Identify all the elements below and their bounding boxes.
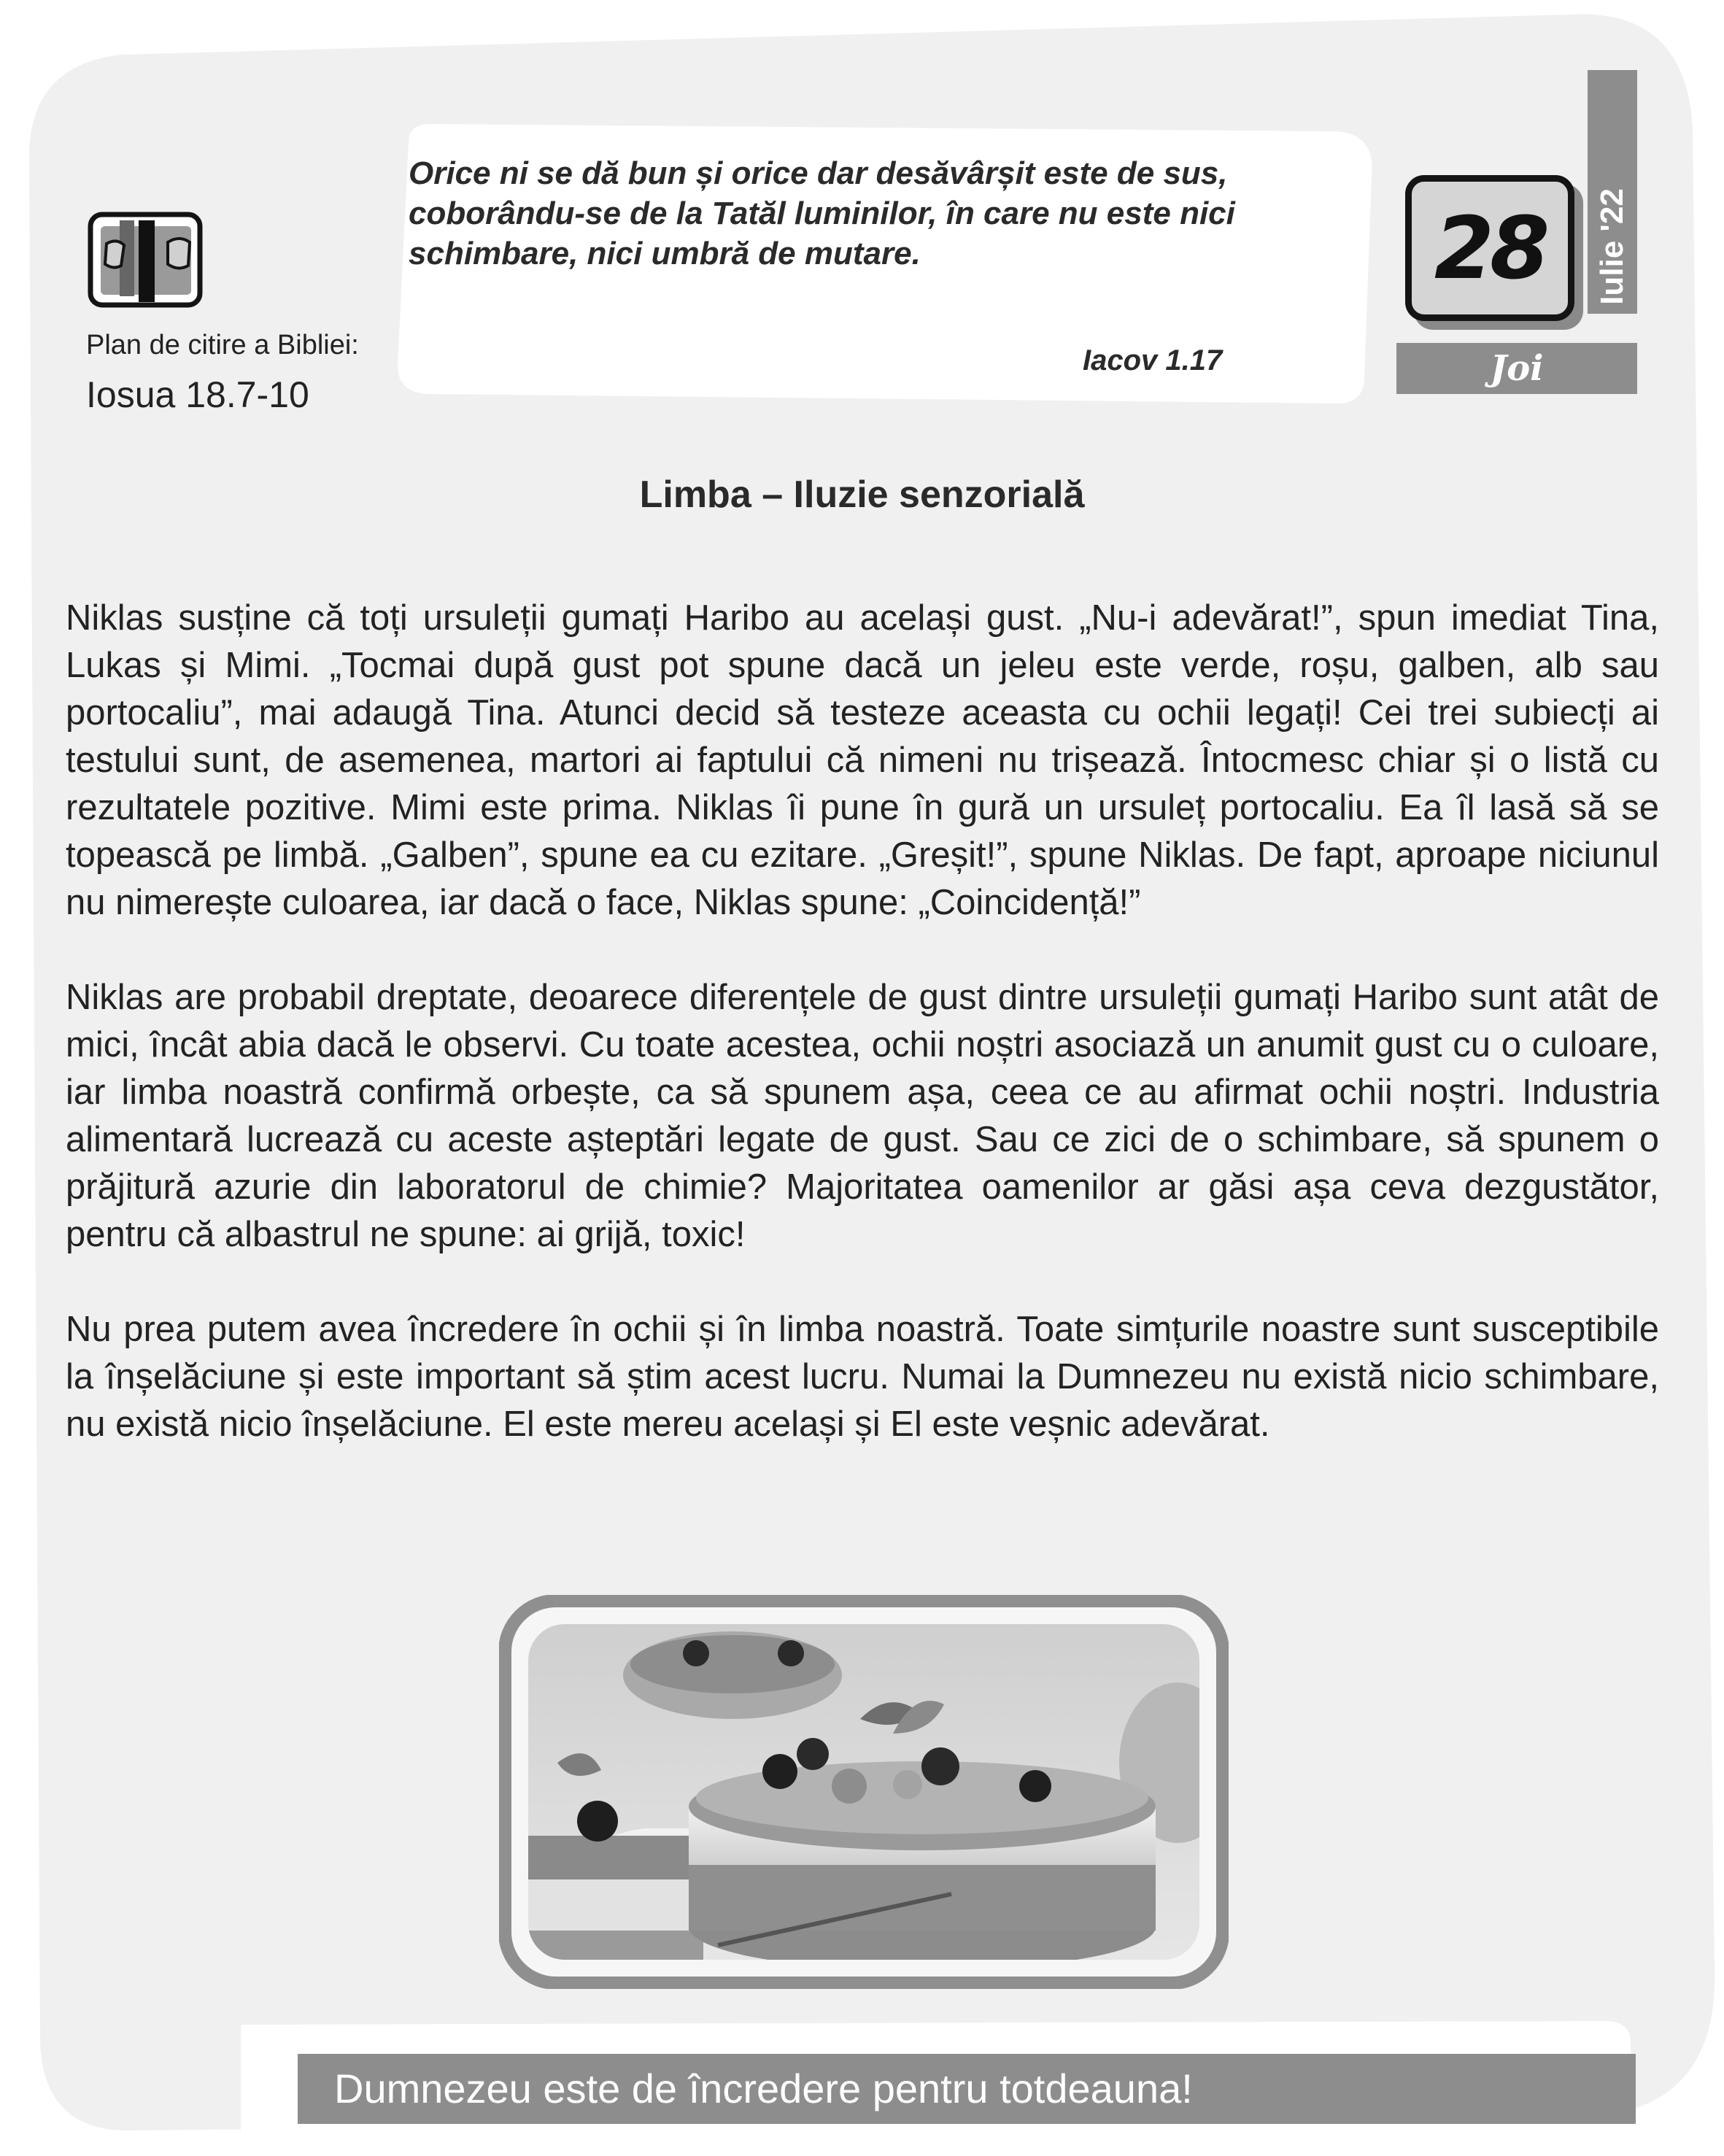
article-paragraph: Niklas are probabil dreptate, deoarece diferențele de gust dintre ursuleții gumați Haribo sunt atât de mici, încât abia dacă le observi. Cu toate acestea, ochii noștri asociază un anumit gust cu o culoare, iar limba noastră confirmă orbește, ca să spunem așa, ceea ce au afirmat ochii noștri. Industria alimentară lucrează cu aceste așteptări legate de gust. Sau ce zici de o schimbare, să spunem o prăjitură azurie din laboratorul de chimie? Majoritatea oamenilor ar găsi așa ceva dezgustător, pentru că albastrul ne spune: ai grijă, toxic! [66,978,1659,1254]
verse-line: coborându-se de la Tatăl luminilor, în care nu este nici [409,196,1235,231]
article-title: Limba – Iluzie senzorială [639,474,1085,516]
weekday-bar [1396,343,1637,394]
article-paragraph: Niklas susține că toți ursuleții gumați Haribo au același gust. „Nu-i adevărat!”, spun imediat Tina, Lukas și Mimi. „Tocmai după gust pot spune dacă un jeleu este verde, roșu, galben, alb sau portocaliu”, mai adaugă Tina. Atunci decid să testeze aceasta cu ochii legați! Cei trei subiecți ai testului sunt, de asemenea, martori ai faptului că nimeni nu trișează. Întocmesc chiar și o listă cu rezultatele pozitive. Mimi este prima. Niklas îi pune în gură un ursuleț portocaliu. Ea îl lasă să se topească pe limbă. „Galben”, spune ea cu ezitare. „Greșit!”, spune Niklas. De fapt, aproape niciunul nu nimerește culoarea, iar dacă o face, Niklas spune: „Coincidență!” [66,598,1659,922]
cake-photo [499,1595,1229,1993]
footer-banner [298,2054,1636,2124]
month-year: Iulie '22 [1594,188,1630,305]
article-paragraph: Nu prea putem avea încredere în ochii și în limba noastră. Toate simțurile noastre sunt susceptibile la înșelăciune și este important să știm acest lucru. Numai la Dumnezeu nu există nicio schimbare, nu există nicio înșelăciune. El este mereu același și El este veșnic adevărat. [66,1310,1659,1444]
footer-motto: Dumnezeu este de încredere pentru totdeauna! [334,2066,1193,2111]
verse-line: schimbare, nici umbră de mutare. [409,236,921,271]
calendar-date-box [1405,175,1574,321]
reading-plan-label: Plan de citire a Bibliei: [86,330,359,360]
reading-plan-reference: Iosua 18.7-10 [86,374,309,415]
article-body [66,595,1659,1448]
day-number: 28 [1434,198,1546,298]
daily-verse [409,153,1372,274]
verse-line: Orice ni se dă bun și orice dar desăvârșit este de sus, [409,155,1228,191]
verse-reference: Iacov 1.17 [1083,344,1223,376]
weekday-label: Joi [1490,348,1544,389]
bible-reading-icon [86,210,217,312]
